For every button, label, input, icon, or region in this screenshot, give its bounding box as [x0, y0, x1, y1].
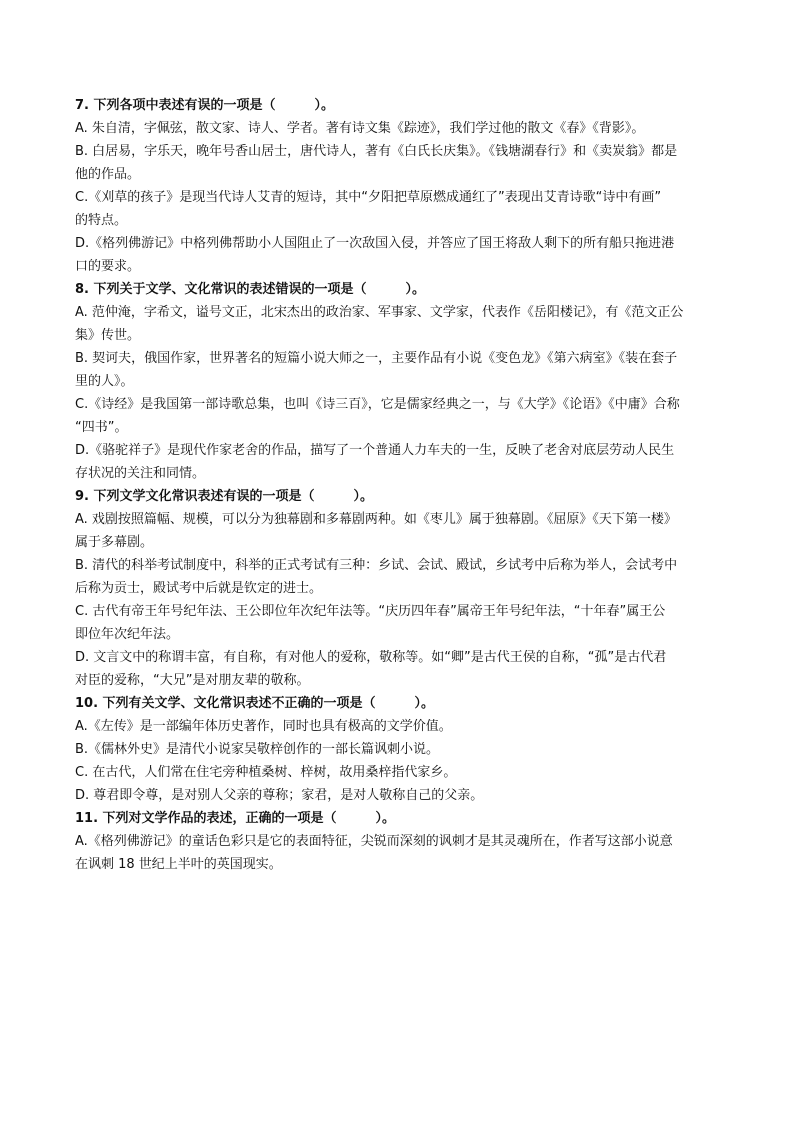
option-line: C.《诗经》是我国第一部诗歌总集，也叫《诗三百》，它是儒家经典之一，与《大学》《论语》《中庸》合称 — [75, 397, 680, 412]
option-line: A. 范仲淹，字希文，谥号文正，北宋杰出的政治家、军事家、文学家，代表作《岳阳楼记》，有《范文正公 — [75, 305, 684, 320]
option-line: B. 清代的科举考试制度中，科举的正式考试有三种：乡试、会试、殿试，乡试考中后称为举人，会试考中 — [75, 558, 678, 573]
option-line: D.《格列佛游记》中格列佛帮助小人国阻止了一次敌国入侵，并答应了国王将敌人剩下的所有船只拖进港 — [75, 236, 675, 251]
question-stem: 10. 下列有关文学、文化常识表述不正确的一项是（ ）。 — [75, 696, 435, 711]
option-a — [75, 715, 730, 738]
option-line: 后称为贡士，殿试考中后就是钦定的进士。 — [75, 581, 323, 596]
option-c — [75, 761, 730, 784]
question-stem: 11. 下列对文学作品的表述，正确的一项是（ ）。 — [75, 811, 396, 826]
question-10 — [75, 692, 730, 807]
option-line: 口的要求。 — [75, 259, 141, 274]
option-line: A. 朱自清，字佩弦，散文家、诗人、学者。著有诗文集《踪迹》，我们学过他的散文《春》《背影》。 — [75, 121, 645, 136]
option-line: B. 白居易，字乐天，晚年号香山居士，唐代诗人，著有《白氏长庆集》。《钱塘湖春行》和《卖炭翁》都是 — [75, 144, 678, 159]
question-8 — [75, 278, 730, 485]
option-line: B. 契诃夫，俄国作家，世界著名的短篇小说大师之一，主要作品有小说《变色龙》《第六病室》《装在套子 — [75, 351, 678, 366]
option-d — [75, 646, 730, 692]
option-a — [75, 830, 730, 876]
question-11 — [75, 807, 730, 876]
option-line: 存状况的关注和同情。 — [75, 466, 206, 481]
option-c — [75, 393, 730, 439]
option-a — [75, 117, 730, 140]
option-c — [75, 600, 730, 646]
option-line: B.《儒林外史》是清代小说家吴敬梓创作的一部长篇讽刺小说。 — [75, 742, 440, 757]
question-7 — [75, 94, 730, 278]
question-9 — [75, 485, 730, 692]
document-page — [75, 94, 730, 876]
option-line: 他的作品。 — [75, 167, 141, 182]
option-c — [75, 186, 730, 232]
option-line: C. 在古代，人们常在住宅旁种植桑树、梓树，故用桑梓指代家乡。 — [75, 765, 457, 780]
option-line: A. 戏剧按照篇幅、规模，可以分为独幕剧和多幕剧两种。如《枣儿》属于独幕剧。《屈原》《天下第一楼》 — [75, 512, 677, 527]
option-d — [75, 232, 730, 278]
option-line: 即位年次纪年法。 — [75, 627, 180, 642]
option-b — [75, 738, 730, 761]
option-b — [75, 554, 730, 600]
option-a — [75, 508, 730, 554]
option-d — [75, 439, 730, 485]
option-line: D. 文言文中的称谓丰富，有自称，有对他人的爱称，敬称等。如“卿”是古代王侯的自称，“孤”是古代君 — [75, 650, 667, 665]
option-b — [75, 140, 730, 186]
option-line: 属于多幕剧。 — [75, 535, 154, 550]
option-line: 的特点。 — [75, 213, 128, 228]
option-a — [75, 301, 730, 347]
option-b — [75, 347, 730, 393]
option-line: C.《刈草的孩子》是现当代诗人艾青的短诗，其中“夕阳把草原燃成通红了”表现出艾青诗歌“诗中有画” — [75, 190, 662, 205]
option-line: C. 古代有帝王年号纪年法、王公即位年次纪年法等。“庆历四年春”属帝王年号纪年法，“十年春”属王公 — [75, 604, 666, 619]
option-line: 在讽刺 18 世纪上半叶的英国现实。 — [75, 857, 282, 872]
option-line: D. 尊君即令尊，是对别人父亲的尊称；家君，是对人敬称自己的父亲。 — [75, 788, 484, 803]
option-d — [75, 784, 730, 807]
option-line: “四书”。 — [75, 420, 128, 435]
option-line: A.《格列佛游记》的童话色彩只是它的表面特征，尖锐而深刻的讽刺才是其灵魂所在，作者写这部小说意 — [75, 834, 673, 849]
question-stem: 7. 下列各项中表述有误的一项是（ ）。 — [75, 98, 335, 113]
question-stem: 9. 下列文学文化常识表述有误的一项是（ ）。 — [75, 489, 374, 504]
option-line: D.《骆驼祥子》是现代作家老舍的作品，描写了一个普通人力车夫的一生，反映了老舍对底层劳动人民生 — [75, 443, 675, 458]
option-line: 对臣的爱称，“大兄”是对朋友辈的敬称。 — [75, 673, 310, 688]
option-line: 集》传世。 — [75, 328, 141, 343]
option-line: 里的人》。 — [75, 374, 134, 389]
question-stem: 8. 下列关于文学、文化常识的表述错误的一项是（ ）。 — [75, 282, 426, 297]
option-line: A.《左传》是一部编年体历史著作，同时也具有极高的文学价值。 — [75, 719, 452, 734]
